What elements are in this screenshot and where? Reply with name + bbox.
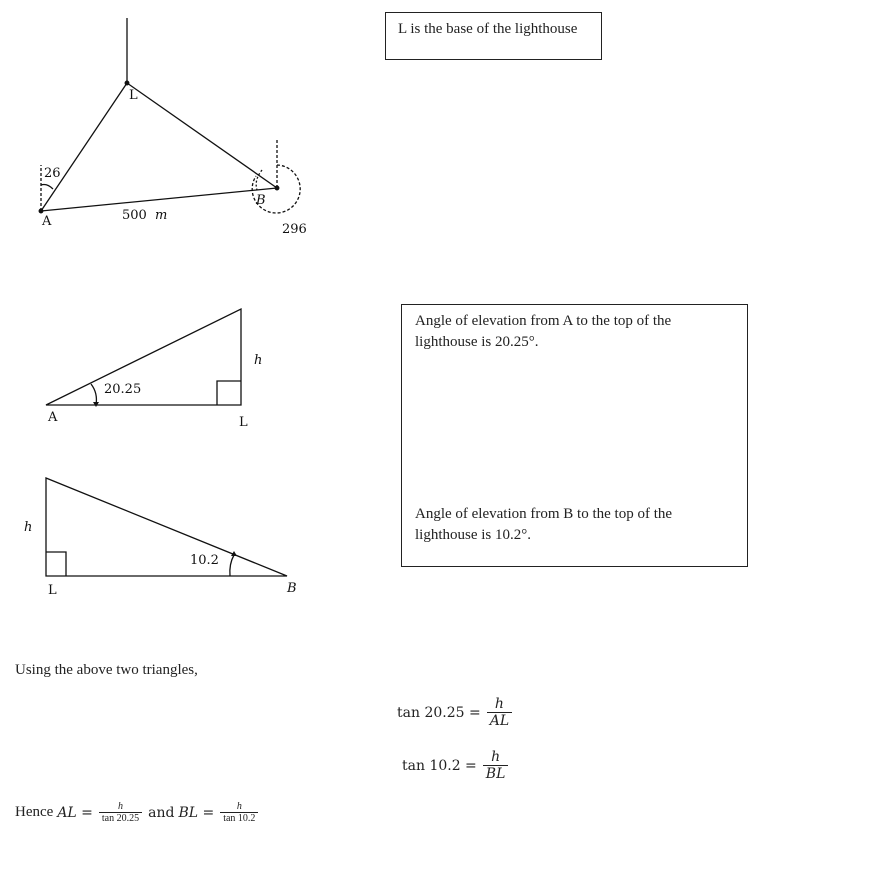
- bearing-label-296: 296: [282, 222, 307, 237]
- hence-al-fraction: [99, 801, 142, 824]
- angle-arc-a: [91, 384, 96, 405]
- point-B: [275, 186, 279, 190]
- distance-value: 500: [122, 208, 147, 223]
- angle-arc-B: [256, 170, 262, 190]
- equation-1-num: h: [494, 696, 504, 712]
- hence-bl: BL =: [178, 804, 215, 821]
- triangle-a-label-h: h: [254, 353, 263, 368]
- triangle-a-label-L: L: [239, 415, 248, 430]
- hence-bl-num: h: [236, 801, 242, 812]
- triangle-b-label-h: h: [24, 520, 33, 535]
- equation-1-den: AL: [487, 712, 512, 729]
- hence-al-den: tan 20.25: [99, 812, 142, 824]
- triangle-a-label-A: A: [48, 410, 58, 425]
- elevation-box: [401, 304, 748, 567]
- distance-label: [122, 208, 167, 223]
- label-B-top: B: [256, 193, 266, 208]
- right-angle-mark-a: [217, 381, 241, 405]
- note-box-text: L is the base of the lighthouse: [398, 21, 578, 37]
- triangle-b-label-B: B: [287, 581, 297, 596]
- triangle-a: [46, 309, 241, 407]
- triangle-b-label-L: L: [48, 583, 57, 598]
- equation-1-fraction: [487, 696, 512, 729]
- top-diagram: [39, 18, 300, 213]
- angle-arc-A: [41, 185, 53, 190]
- elevation-text-a: Angle of elevation from A to the top of the lighthouse is 20.25°.: [415, 313, 672, 350]
- triangle-a-angle: 20.25: [104, 382, 142, 397]
- equation-1-lhs: tan 20.25 =: [397, 704, 481, 721]
- hence-line: [15, 801, 260, 824]
- triangle-a-shape: [46, 309, 241, 405]
- hence-and: and: [148, 804, 175, 821]
- triangle-b-shape: [46, 478, 287, 576]
- point-L: [125, 81, 129, 85]
- hence-bl-den: tan 10.2: [220, 812, 258, 824]
- angle-arc-b: [230, 555, 234, 576]
- equation-2-fraction: [483, 749, 509, 782]
- side-LB: [127, 83, 277, 188]
- note-box: [385, 12, 602, 60]
- elevation-text-b: Angle of elevation from B to the top of the lighthouse is 10.2°.: [415, 506, 673, 543]
- equation-2-den: BL: [483, 765, 509, 782]
- angle-label-26: 26: [44, 166, 61, 181]
- label-L-top: L: [129, 88, 138, 103]
- hence-prefix: Hence: [15, 804, 54, 820]
- equation-2: [402, 749, 510, 782]
- equation-2-lhs: tan 10.2 =: [402, 757, 477, 774]
- triangle-b: [46, 478, 287, 576]
- equation-2-num: h: [491, 749, 501, 765]
- hence-bl-fraction: [220, 801, 258, 824]
- hence-al: AL =: [57, 804, 93, 821]
- right-angle-mark-b: [46, 552, 66, 576]
- triangle-b-angle: 10.2: [190, 553, 219, 568]
- hence-al-num: h: [118, 801, 124, 812]
- label-A-top: A: [42, 214, 52, 229]
- point-A: [39, 209, 43, 213]
- equation-1: [397, 696, 514, 729]
- using-text: Using the above two triangles,: [15, 662, 198, 678]
- distance-unit: m: [154, 208, 168, 223]
- side-AL: [41, 83, 127, 211]
